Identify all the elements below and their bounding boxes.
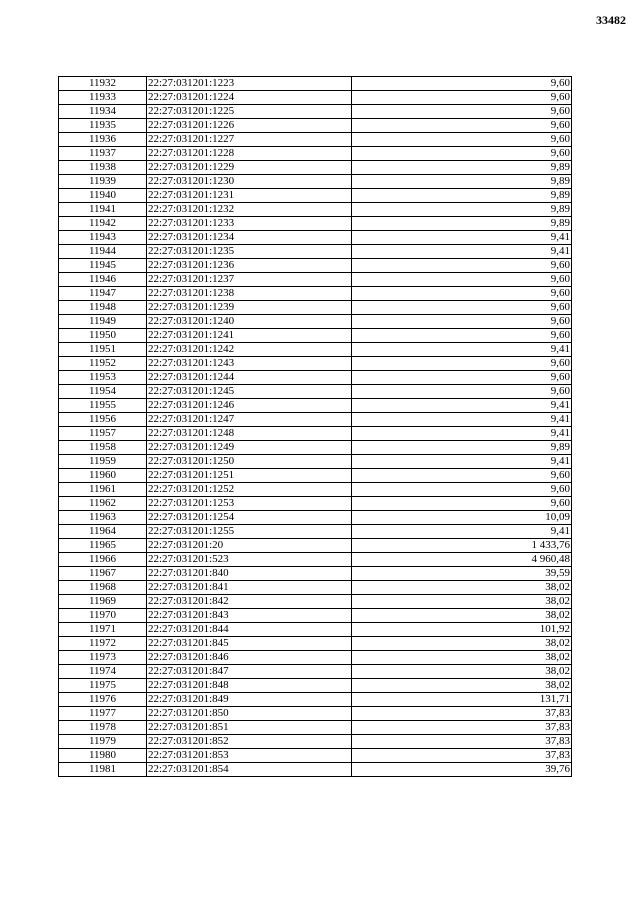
value-cell: 9,41 (352, 455, 572, 469)
table-body (59, 77, 572, 777)
value-cell: 9,41 (352, 427, 572, 441)
value-cell: 9,60 (352, 259, 572, 273)
table-row (59, 133, 572, 147)
value-cell: 38,02 (352, 609, 572, 623)
cadastral-number-cell: 22:27:031201:1232 (147, 203, 352, 217)
row-number-cell: 11976 (59, 693, 147, 707)
row-number-cell: 11981 (59, 763, 147, 777)
cadastral-number-cell: 22:27:031201:1243 (147, 357, 352, 371)
table-row (59, 567, 572, 581)
cadastral-table (58, 76, 572, 777)
cadastral-number-cell: 22:27:031201:1238 (147, 287, 352, 301)
table-row (59, 525, 572, 539)
value-cell: 38,02 (352, 651, 572, 665)
row-number-cell: 11936 (59, 133, 147, 147)
table-row (59, 637, 572, 651)
value-cell: 9,41 (352, 343, 572, 357)
table-row (59, 77, 572, 91)
cadastral-number-cell: 22:27:031201:523 (147, 553, 352, 567)
table-row (59, 609, 572, 623)
row-number-cell: 11935 (59, 119, 147, 133)
cadastral-number-cell: 22:27:031201:841 (147, 581, 352, 595)
row-number-cell: 11959 (59, 455, 147, 469)
value-cell: 1 433,76 (352, 539, 572, 553)
value-cell: 37,83 (352, 707, 572, 721)
row-number-cell: 11952 (59, 357, 147, 371)
cadastral-number-cell: 22:27:031201:850 (147, 707, 352, 721)
cadastral-number-cell: 22:27:031201:1252 (147, 483, 352, 497)
cadastral-number-cell: 22:27:031201:853 (147, 749, 352, 763)
value-cell: 9,60 (352, 77, 572, 91)
row-number-cell: 11973 (59, 651, 147, 665)
row-number-cell: 11941 (59, 203, 147, 217)
row-number-cell: 11938 (59, 161, 147, 175)
row-number-cell: 11967 (59, 567, 147, 581)
table-row (59, 413, 572, 427)
value-cell: 37,83 (352, 749, 572, 763)
row-number-cell: 11940 (59, 189, 147, 203)
row-number-cell: 11948 (59, 301, 147, 315)
cadastral-number-cell: 22:27:031201:1249 (147, 441, 352, 455)
value-cell: 9,60 (352, 273, 572, 287)
value-cell: 38,02 (352, 637, 572, 651)
table-row (59, 763, 572, 777)
row-number-cell: 11954 (59, 385, 147, 399)
row-number-cell: 11937 (59, 147, 147, 161)
row-number-cell: 11949 (59, 315, 147, 329)
cadastral-number-cell: 22:27:031201:1244 (147, 371, 352, 385)
table-row (59, 483, 572, 497)
row-number-cell: 11970 (59, 609, 147, 623)
row-number-cell: 11950 (59, 329, 147, 343)
cadastral-number-cell: 22:27:031201:844 (147, 623, 352, 637)
row-number-cell: 11969 (59, 595, 147, 609)
row-number-cell: 11945 (59, 259, 147, 273)
table-row (59, 651, 572, 665)
cadastral-number-cell: 22:27:031201:1228 (147, 147, 352, 161)
table-row (59, 749, 572, 763)
value-cell: 38,02 (352, 665, 572, 679)
value-cell: 9,89 (352, 189, 572, 203)
row-number-cell: 11942 (59, 217, 147, 231)
value-cell: 37,83 (352, 735, 572, 749)
cadastral-number-cell: 22:27:031201:1245 (147, 385, 352, 399)
row-number-cell: 11944 (59, 245, 147, 259)
table-row (59, 273, 572, 287)
value-cell: 9,60 (352, 371, 572, 385)
cadastral-number-cell: 22:27:031201:1225 (147, 105, 352, 119)
value-cell: 9,60 (352, 357, 572, 371)
table-row (59, 679, 572, 693)
table-row (59, 707, 572, 721)
cadastral-number-cell: 22:27:031201:1230 (147, 175, 352, 189)
cadastral-number-cell: 22:27:031201:1231 (147, 189, 352, 203)
cadastral-number-cell: 22:27:031201:1247 (147, 413, 352, 427)
value-cell: 9,41 (352, 525, 572, 539)
row-number-cell: 11953 (59, 371, 147, 385)
value-cell: 9,60 (352, 329, 572, 343)
value-cell: 9,89 (352, 441, 572, 455)
table-row (59, 553, 572, 567)
table-row (59, 497, 572, 511)
table-row (59, 693, 572, 707)
row-number-cell: 11975 (59, 679, 147, 693)
row-number-cell: 11934 (59, 105, 147, 119)
table-row (59, 217, 572, 231)
table-row (59, 399, 572, 413)
value-cell: 9,60 (352, 105, 572, 119)
value-cell: 9,60 (352, 315, 572, 329)
cadastral-number-cell: 22:27:031201:1240 (147, 315, 352, 329)
cadastral-number-cell: 22:27:031201:845 (147, 637, 352, 651)
table-row (59, 343, 572, 357)
value-cell: 9,60 (352, 469, 572, 483)
table-row (59, 189, 572, 203)
value-cell: 9,89 (352, 217, 572, 231)
cadastral-number-cell: 22:27:031201:1239 (147, 301, 352, 315)
cadastral-number-cell: 22:27:031201:1233 (147, 217, 352, 231)
value-cell: 9,41 (352, 245, 572, 259)
cadastral-number-cell: 22:27:031201:20 (147, 539, 352, 553)
row-number-cell: 11964 (59, 525, 147, 539)
value-cell: 9,60 (352, 287, 572, 301)
table-row (59, 357, 572, 371)
cadastral-number-cell: 22:27:031201:1255 (147, 525, 352, 539)
table-row (59, 427, 572, 441)
value-cell: 9,60 (352, 385, 572, 399)
value-cell: 9,60 (352, 301, 572, 315)
row-number-cell: 11956 (59, 413, 147, 427)
value-cell: 9,41 (352, 413, 572, 427)
cadastral-number-cell: 22:27:031201:1253 (147, 497, 352, 511)
table-row (59, 329, 572, 343)
row-number-cell: 11971 (59, 623, 147, 637)
table-row (59, 455, 572, 469)
table-row (59, 623, 572, 637)
value-cell: 38,02 (352, 679, 572, 693)
cadastral-number-cell: 22:27:031201:1246 (147, 399, 352, 413)
row-number-cell: 11972 (59, 637, 147, 651)
table-row (59, 161, 572, 175)
table-row (59, 203, 572, 217)
value-cell: 9,60 (352, 119, 572, 133)
table-row (59, 385, 572, 399)
page-number: 33482 (596, 13, 626, 27)
value-cell: 39,76 (352, 763, 572, 777)
row-number-cell: 11957 (59, 427, 147, 441)
value-cell: 38,02 (352, 595, 572, 609)
cadastral-number-cell: 22:27:031201:1254 (147, 511, 352, 525)
row-number-cell: 11933 (59, 91, 147, 105)
row-number-cell: 11946 (59, 273, 147, 287)
row-number-cell: 11977 (59, 707, 147, 721)
table-row (59, 315, 572, 329)
cadastral-number-cell: 22:27:031201:843 (147, 609, 352, 623)
cadastral-number-cell: 22:27:031201:1237 (147, 273, 352, 287)
row-number-cell: 11943 (59, 231, 147, 245)
cadastral-number-cell: 22:27:031201:840 (147, 567, 352, 581)
row-number-cell: 11932 (59, 77, 147, 91)
row-number-cell: 11980 (59, 749, 147, 763)
row-number-cell: 11966 (59, 553, 147, 567)
value-cell: 9,60 (352, 133, 572, 147)
cadastral-number-cell: 22:27:031201:1229 (147, 161, 352, 175)
table-row (59, 371, 572, 385)
value-cell: 101,92 (352, 623, 572, 637)
row-number-cell: 11947 (59, 287, 147, 301)
row-number-cell: 11965 (59, 539, 147, 553)
table-row (59, 175, 572, 189)
value-cell: 9,89 (352, 175, 572, 189)
cadastral-number-cell: 22:27:031201:1248 (147, 427, 352, 441)
row-number-cell: 11961 (59, 483, 147, 497)
row-number-cell: 11951 (59, 343, 147, 357)
table-row (59, 287, 572, 301)
cadastral-number-cell: 22:27:031201:1226 (147, 119, 352, 133)
table-row (59, 259, 572, 273)
cadastral-number-cell: 22:27:031201:846 (147, 651, 352, 665)
value-cell: 9,60 (352, 483, 572, 497)
row-number-cell: 11963 (59, 511, 147, 525)
cadastral-number-cell: 22:27:031201:848 (147, 679, 352, 693)
cadastral-number-cell: 22:27:031201:847 (147, 665, 352, 679)
table-row (59, 301, 572, 315)
value-cell: 38,02 (352, 581, 572, 595)
row-number-cell: 11958 (59, 441, 147, 455)
cadastral-number-cell: 22:27:031201:854 (147, 763, 352, 777)
cadastral-number-cell: 22:27:031201:1236 (147, 259, 352, 273)
value-cell: 39,59 (352, 567, 572, 581)
cadastral-number-cell: 22:27:031201:1251 (147, 469, 352, 483)
value-cell: 9,41 (352, 231, 572, 245)
table-row (59, 511, 572, 525)
table-row (59, 721, 572, 735)
value-cell: 131,71 (352, 693, 572, 707)
cadastral-number-cell: 22:27:031201:842 (147, 595, 352, 609)
table-row (59, 147, 572, 161)
row-number-cell: 11960 (59, 469, 147, 483)
row-number-cell: 11978 (59, 721, 147, 735)
value-cell: 4 960,48 (352, 553, 572, 567)
table-row (59, 735, 572, 749)
value-cell: 9,60 (352, 497, 572, 511)
cadastral-number-cell: 22:27:031201:1223 (147, 77, 352, 91)
row-number-cell: 11974 (59, 665, 147, 679)
table-row (59, 469, 572, 483)
cadastral-number-cell: 22:27:031201:852 (147, 735, 352, 749)
table-row (59, 581, 572, 595)
table-row (59, 119, 572, 133)
value-cell: 9,60 (352, 147, 572, 161)
cadastral-number-cell: 22:27:031201:1250 (147, 455, 352, 469)
cadastral-number-cell: 22:27:031201:1224 (147, 91, 352, 105)
value-cell: 9,89 (352, 161, 572, 175)
table-row (59, 539, 572, 553)
cadastral-number-cell: 22:27:031201:1234 (147, 231, 352, 245)
table-row (59, 665, 572, 679)
table-row (59, 231, 572, 245)
cadastral-number-cell: 22:27:031201:851 (147, 721, 352, 735)
row-number-cell: 11939 (59, 175, 147, 189)
table-row (59, 245, 572, 259)
value-cell: 37,83 (352, 721, 572, 735)
row-number-cell: 11962 (59, 497, 147, 511)
row-number-cell: 11979 (59, 735, 147, 749)
row-number-cell: 11955 (59, 399, 147, 413)
cadastral-number-cell: 22:27:031201:1235 (147, 245, 352, 259)
cadastral-number-cell: 22:27:031201:1242 (147, 343, 352, 357)
cadastral-number-cell: 22:27:031201:1227 (147, 133, 352, 147)
table-row (59, 441, 572, 455)
table-row (59, 105, 572, 119)
value-cell: 9,89 (352, 203, 572, 217)
table-row (59, 595, 572, 609)
table-row (59, 91, 572, 105)
value-cell: 9,41 (352, 399, 572, 413)
value-cell: 9,60 (352, 91, 572, 105)
value-cell: 10,09 (352, 511, 572, 525)
cadastral-number-cell: 22:27:031201:849 (147, 693, 352, 707)
row-number-cell: 11968 (59, 581, 147, 595)
cadastral-number-cell: 22:27:031201:1241 (147, 329, 352, 343)
